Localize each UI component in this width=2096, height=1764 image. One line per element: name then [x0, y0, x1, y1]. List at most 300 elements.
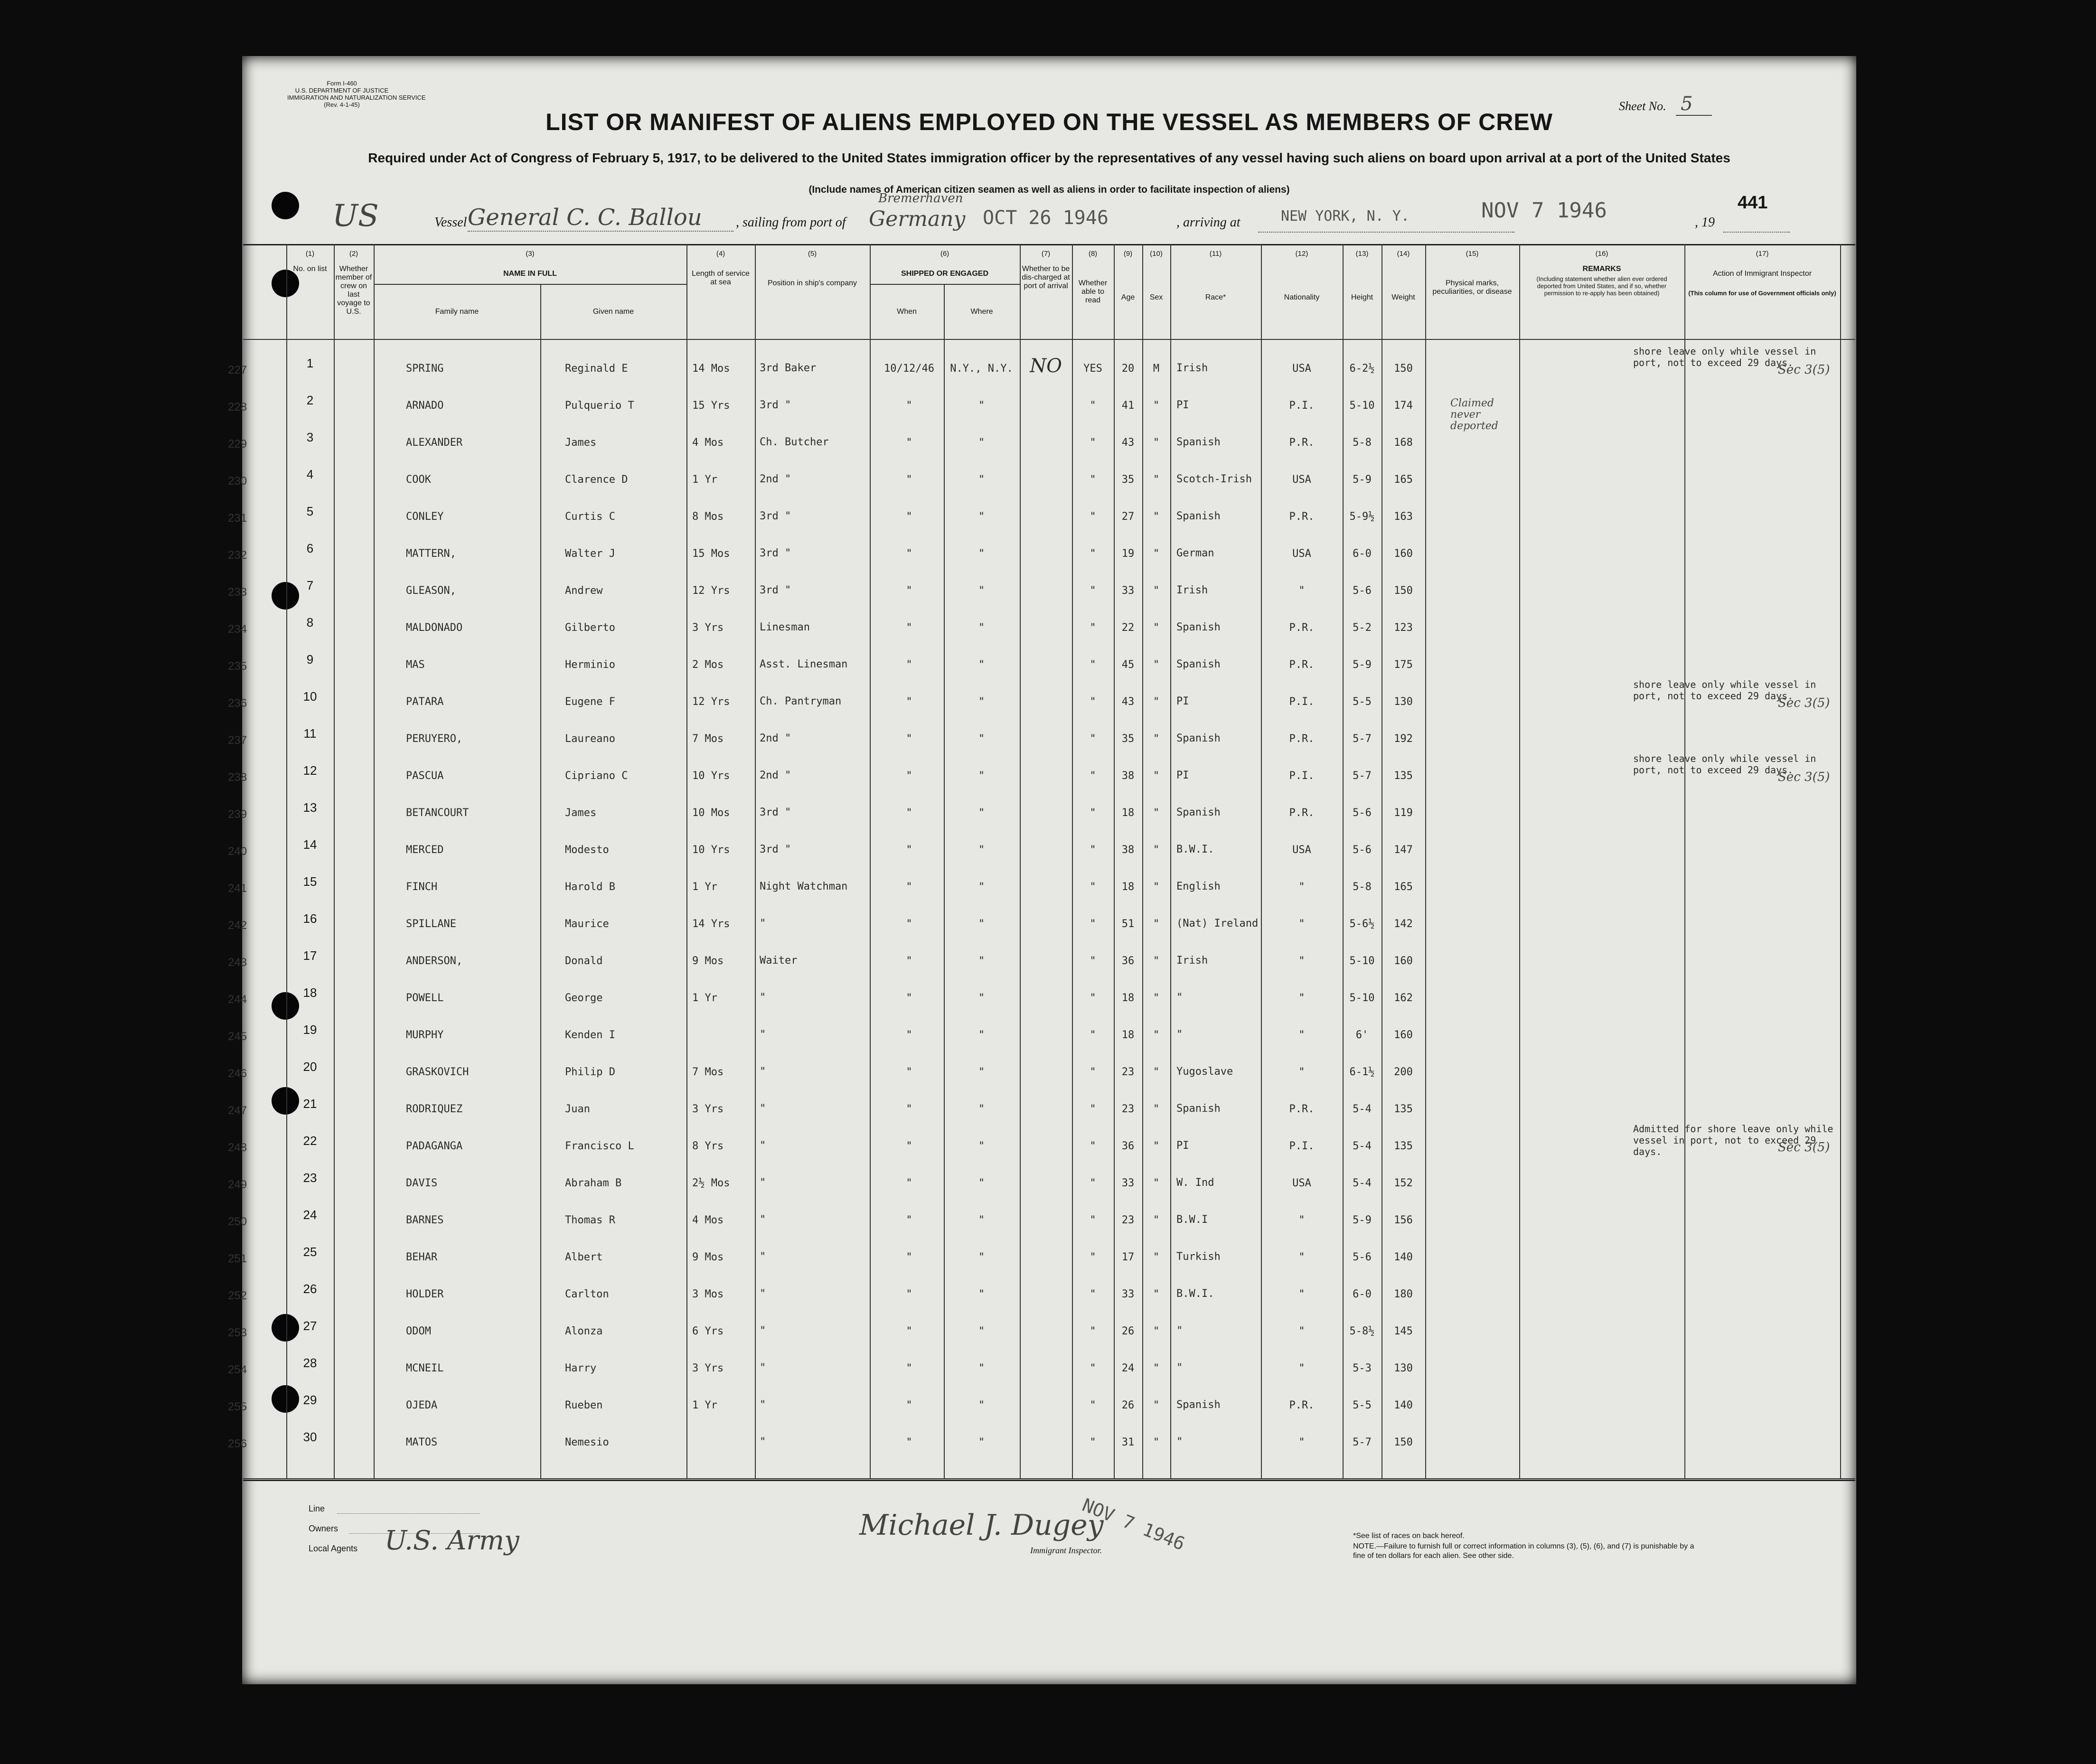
cell-height: 5-4 — [1353, 1140, 1372, 1152]
cell-read: YES — [1083, 363, 1102, 375]
col-num: (4) — [716, 250, 725, 258]
cell-nat: " — [1298, 1214, 1305, 1226]
cell-given: Eugene F — [565, 696, 615, 708]
cell-race: Irish — [1176, 362, 1208, 374]
cell-family: BARNES — [406, 1214, 444, 1226]
col-divider — [870, 244, 871, 1478]
cell-sex: " — [1153, 1029, 1160, 1041]
header-when: When — [897, 308, 917, 316]
row-number: 27 — [303, 1319, 317, 1333]
cell-nat: USA — [1292, 474, 1311, 486]
cell-race: Spanish — [1176, 658, 1221, 670]
cell-position: " — [760, 1140, 766, 1152]
cell-length: 4 Mos — [692, 1214, 724, 1226]
cell-race: PI — [1176, 769, 1189, 781]
cell-nat: P.R. — [1289, 733, 1315, 745]
cell-position: 3rd " — [760, 584, 791, 596]
cell-where: " — [978, 1325, 985, 1337]
cell-where: " — [978, 770, 985, 782]
sheet-number-value: 5 — [1676, 93, 1711, 116]
cell-height: 5-7 — [1353, 1436, 1372, 1448]
header-where: Where — [970, 308, 993, 316]
cell-weight: 174 — [1394, 400, 1413, 412]
cell-height: 5-5 — [1353, 1399, 1372, 1411]
arriving-label: , arriving at — [1176, 215, 1241, 230]
cell-position: 3rd " — [760, 844, 791, 855]
cell-weight: 162 — [1394, 992, 1413, 1004]
cell-family: PASCUA — [406, 770, 444, 782]
cell-read: " — [1090, 1436, 1096, 1448]
cell-length: 12 Yrs — [692, 696, 730, 708]
cell-nat: " — [1298, 1251, 1305, 1263]
sequence-number: 249 — [228, 1178, 247, 1191]
row-number: 30 — [303, 1430, 317, 1444]
sequence-number: 250 — [228, 1215, 247, 1228]
arrival-port-stamp: NEW YORK, N. Y. — [1281, 208, 1410, 225]
row-number: 20 — [303, 1060, 317, 1074]
cell-given: Pulquerio T — [565, 400, 634, 412]
sequence-number: 252 — [228, 1289, 247, 1302]
cell-position: " — [760, 1436, 766, 1448]
department-name: U.S. DEPARTMENT OF JUSTICE — [295, 87, 389, 94]
cell-nat: " — [1298, 1362, 1305, 1374]
cell-nat: " — [1298, 1288, 1305, 1300]
cell-height: 5-8½ — [1349, 1325, 1375, 1337]
cell-race: Spanish — [1176, 1399, 1221, 1411]
col-num: (17) — [1756, 250, 1769, 258]
sequence-number: 248 — [228, 1141, 247, 1154]
cell-read: " — [1090, 1362, 1096, 1374]
col-divider — [686, 244, 687, 1478]
cell-where: " — [978, 992, 985, 1004]
row-number: 25 — [303, 1245, 317, 1259]
header-race: Race* — [1205, 293, 1226, 301]
header-nationality: Nationality — [1284, 293, 1320, 301]
cell-given: Francisco L — [565, 1140, 634, 1152]
cell-when: " — [906, 807, 912, 819]
cell-age: 18 — [1121, 992, 1135, 1004]
cell-nat: P.R. — [1289, 1399, 1315, 1411]
cell-when: " — [906, 1140, 912, 1152]
cell-age: 33 — [1121, 1288, 1135, 1300]
cell-race: Irish — [1176, 584, 1208, 596]
cell-age: 23 — [1121, 1066, 1135, 1078]
cell-sex: " — [1153, 474, 1160, 486]
cell-length: 14 Yrs — [692, 918, 730, 930]
cell-position: " — [760, 992, 766, 1004]
cell-height: 5-10 — [1349, 992, 1375, 1004]
page-subtitle: Required under Act of Congress of February 5, 1917, to be delivered to the United States immigration officer by the representatives of any vessel having such aliens on board upon arrival at a port of the United States — [368, 150, 1730, 165]
header-remarks: REMARKS — [1582, 265, 1621, 273]
cell-given: Rueben — [565, 1399, 603, 1411]
cell-height: 5-4 — [1353, 1103, 1372, 1115]
cell-sex: " — [1153, 622, 1160, 634]
cell-length: 3 Yrs — [692, 622, 724, 634]
cell-where: " — [978, 1436, 985, 1448]
header-given-name: Given name — [592, 308, 634, 316]
cell-sex: " — [1153, 1251, 1160, 1263]
row-number: 10 — [303, 689, 317, 704]
cell-read: " — [1090, 1177, 1096, 1189]
sequence-number: 233 — [228, 586, 247, 599]
cell-length: 10 Yrs — [692, 844, 730, 856]
cell-sex: " — [1153, 992, 1160, 1004]
header-physical-marks: Physical marks, peculiarities, or disease — [1432, 279, 1512, 296]
cell-position: " — [760, 1029, 766, 1041]
header-no-on-list: No. on list — [293, 265, 327, 273]
row-number: 9 — [306, 652, 314, 666]
cell-length: 2 Mos — [692, 659, 724, 671]
row-number: 24 — [303, 1208, 317, 1222]
cell-race: Spanish — [1176, 1103, 1221, 1115]
cell-age: 51 — [1121, 918, 1135, 930]
sequence-number: 240 — [228, 845, 247, 858]
cell-given: Harry — [565, 1362, 597, 1374]
cell-sex: M — [1153, 363, 1160, 375]
cell-race: " — [1176, 1029, 1183, 1041]
cell-age: 18 — [1121, 881, 1135, 893]
cell-given: George — [565, 992, 603, 1004]
cell-age: 19 — [1121, 548, 1135, 560]
cell-length: 1 Yr — [692, 474, 717, 486]
cell-sex: " — [1153, 770, 1160, 782]
cell-sex: " — [1153, 548, 1160, 560]
cell-weight: 145 — [1394, 1325, 1413, 1337]
sequence-number: 254 — [228, 1363, 247, 1376]
cell-given: Nemesio — [565, 1436, 609, 1448]
cell-height: 6-0 — [1353, 1288, 1372, 1300]
cell-sex: " — [1153, 511, 1160, 523]
col-num: (15) — [1466, 250, 1479, 258]
cell-height: 5-10 — [1349, 955, 1375, 967]
cell-when: " — [906, 1029, 912, 1041]
cell-given: Albert — [565, 1251, 603, 1263]
cell-length: 3 Yrs — [692, 1362, 724, 1374]
cell-weight: 168 — [1394, 437, 1413, 449]
cell-where: " — [978, 1288, 985, 1300]
cell-where: " — [978, 807, 985, 819]
cell-length: 8 Mos — [692, 511, 724, 523]
cell-where: " — [978, 1214, 985, 1226]
header-action-sub: (This column for use of Government officials only) — [1688, 290, 1836, 297]
cell-read: " — [1090, 1103, 1096, 1115]
cell-given: Abraham B — [565, 1177, 622, 1189]
header-age: Age — [1121, 293, 1135, 301]
cell-nat: P.R. — [1289, 437, 1315, 449]
physical-note: Claimed never deported — [1450, 397, 1498, 432]
cell-given: Carlton — [565, 1288, 609, 1300]
subheader-rule — [374, 284, 686, 285]
cell-weight: 165 — [1394, 881, 1413, 893]
cell-where: " — [978, 474, 985, 486]
cell-nat: P.I. — [1289, 400, 1315, 412]
cell-read: " — [1090, 548, 1096, 560]
row-number: 16 — [303, 911, 317, 926]
row-number: 23 — [303, 1171, 317, 1185]
cell-when: " — [906, 400, 912, 412]
col-divider — [1519, 244, 1520, 1478]
remark-text: shore leave only while vessel in port, not to exceed 29 days. — [1633, 679, 1816, 702]
header-remarks-sub: (Including statement whether alien ever ordered deported from United States, and if so, whether permission to re-apply has been obtained) — [1536, 275, 1667, 297]
cell-height: 5-9 — [1353, 1214, 1372, 1226]
cell-length: 9 Mos — [692, 955, 724, 967]
cell-when: " — [906, 511, 912, 523]
cell-given: Alonza — [565, 1325, 603, 1337]
cell-position: " — [760, 1214, 766, 1226]
revision-date: (Rev. 4-1-45) — [324, 101, 360, 108]
cell-where: " — [978, 659, 985, 671]
cell-height: 5-10 — [1349, 400, 1375, 412]
col-num: (8) — [1088, 250, 1098, 258]
cell-when: " — [906, 1251, 912, 1263]
col-num: (14) — [1397, 250, 1410, 258]
arrival-line — [1258, 232, 1514, 233]
col-num: (11) — [1209, 250, 1222, 258]
cell-sex: " — [1153, 1177, 1160, 1189]
arrival-date-stamp: NOV 7 1946 — [1481, 198, 1607, 223]
cell-nat: P.R. — [1289, 1103, 1315, 1115]
cell-race: Irish — [1176, 955, 1208, 966]
cell-read: " — [1090, 696, 1096, 708]
punch-hole — [272, 192, 299, 219]
row-number: 7 — [306, 578, 314, 592]
sequence-number: 229 — [228, 438, 247, 450]
country-prefix: US — [332, 198, 379, 234]
cell-read: " — [1090, 992, 1096, 1004]
cell-position: 3rd " — [760, 510, 791, 522]
subheader-rule — [870, 284, 1020, 285]
cell-race: W. Ind — [1176, 1177, 1214, 1189]
cell-height: 5-6 — [1353, 1251, 1372, 1263]
cell-where: " — [978, 733, 985, 745]
sheet-label: Sheet No. — [1619, 99, 1666, 113]
cell-height: 5-5 — [1353, 696, 1372, 708]
cell-age: 33 — [1121, 1177, 1135, 1189]
cell-height: 5-7 — [1353, 733, 1372, 745]
cell-when: " — [906, 1288, 912, 1300]
cell-when: " — [906, 1103, 912, 1115]
cell-weight: 150 — [1394, 1436, 1413, 1448]
cell-sex: " — [1153, 1140, 1160, 1152]
cell-read: " — [1090, 770, 1096, 782]
cell-race: Scotch-Irish — [1176, 473, 1252, 485]
cell-weight: 119 — [1394, 807, 1413, 819]
col-divider — [540, 284, 541, 1478]
cell-position: Ch. Pantryman — [760, 695, 842, 707]
cell-where: " — [978, 1140, 985, 1152]
col-num: (3) — [526, 250, 535, 258]
col-num: (6) — [940, 250, 949, 258]
cell-position: 2nd " — [760, 732, 791, 744]
cell-position: 3rd " — [760, 547, 791, 559]
cell-read: " — [1090, 1288, 1096, 1300]
header-shipped-engaged: SHIPPED OR ENGAGED — [901, 270, 989, 278]
row-number: 15 — [303, 874, 317, 889]
cell-family: MURPHY — [406, 1029, 444, 1041]
cell-family: MAS — [406, 659, 425, 671]
row-number: 6 — [306, 541, 314, 555]
cell-race: Spanish — [1176, 732, 1221, 744]
sequence-number: 230 — [228, 475, 247, 488]
sequence-number: 239 — [228, 808, 247, 821]
cell-given: Andrew — [565, 585, 603, 597]
manifest-sheet — [228, 56, 1856, 1684]
cell-height: 5-7 — [1353, 770, 1372, 782]
cell-weight: 165 — [1394, 474, 1413, 486]
cell-height: 6' — [1355, 1029, 1369, 1041]
cell-where: " — [978, 844, 985, 856]
cell-where: " — [978, 400, 985, 412]
cell-weight: 123 — [1394, 622, 1413, 634]
cell-nat: " — [1298, 1325, 1305, 1337]
cell-position: " — [760, 1399, 766, 1411]
cell-nat: USA — [1292, 548, 1311, 560]
header-discharged: Whether to be dis-charged at port of arrival — [1022, 265, 1070, 290]
cell-race: PI — [1176, 399, 1189, 411]
cell-race: B.W.I. — [1176, 1288, 1214, 1300]
cell-given: Herminio — [565, 659, 615, 671]
cell-nat: " — [1298, 918, 1305, 930]
cell-sex: " — [1153, 1214, 1160, 1226]
cell-nat: " — [1298, 881, 1305, 893]
cell-sex: " — [1153, 807, 1160, 819]
cell-where: " — [978, 918, 985, 930]
cell-race: B.W.I. — [1176, 844, 1214, 855]
cell-nat: P.R. — [1289, 622, 1315, 634]
cell-when: " — [906, 585, 912, 597]
departure-port-top: Bremerhaven — [878, 191, 963, 206]
cell-position: Linesman — [760, 621, 810, 633]
row-number: 14 — [303, 837, 317, 852]
sequence-number: 227 — [228, 364, 247, 376]
cell-weight: 135 — [1394, 1103, 1413, 1115]
remark-handwritten-code: Sec 3(5) — [1778, 770, 1830, 784]
cell-family: SPRING — [406, 363, 444, 375]
form-identifier — [287, 80, 426, 108]
cell-height: 5-8 — [1353, 881, 1372, 893]
row-number: 5 — [306, 504, 314, 518]
sequence-number: 247 — [228, 1104, 247, 1117]
cell-length: 14 Mos — [692, 363, 730, 375]
remark-text: Admitted for shore leave only while vessel in port, not to exceed 29 days. — [1633, 1123, 1833, 1157]
cell-when: " — [906, 918, 912, 930]
cell-when: " — [906, 992, 912, 1004]
cell-family: DAVIS — [406, 1177, 438, 1189]
cell-when: " — [906, 659, 912, 671]
cell-race: Yugoslave — [1176, 1066, 1233, 1078]
cell-read: " — [1090, 1066, 1096, 1078]
cell-age: 36 — [1121, 1140, 1135, 1152]
cell-age: 45 — [1121, 659, 1135, 671]
cell-family: MERCED — [406, 844, 444, 856]
cell-nat: P.I. — [1289, 696, 1315, 708]
cell-family: ANDERSON, — [406, 955, 463, 967]
vessel-label: Vessel — [434, 215, 467, 230]
cell-given: Donald — [565, 955, 603, 967]
cell-where: " — [978, 1066, 985, 1078]
cell-age: 18 — [1121, 807, 1135, 819]
cell-given: Kenden I — [565, 1029, 615, 1041]
col-divider — [1840, 244, 1841, 1478]
cell-position: Night Watchman — [760, 881, 848, 892]
header-weight: Weight — [1391, 293, 1415, 301]
vessel-name: General C. C. Ballou — [468, 204, 733, 232]
col-num: (1) — [305, 250, 315, 258]
cell-age: 33 — [1121, 585, 1135, 597]
cell-family: PATARA — [406, 696, 444, 708]
col-num: (2) — [349, 250, 358, 258]
cell-height: 5-6 — [1353, 807, 1372, 819]
col-num: (9) — [1123, 250, 1133, 258]
cell-height: 5-6½ — [1349, 918, 1375, 930]
cell-position: " — [760, 1066, 766, 1078]
cell-sex: " — [1153, 659, 1160, 671]
cell-weight: 156 — [1394, 1214, 1413, 1226]
footer-note-races: *See list of races on back hereof. — [1353, 1532, 1465, 1540]
row-number: 29 — [303, 1393, 317, 1407]
cell-when: " — [906, 548, 912, 560]
cell-when: " — [906, 770, 912, 782]
cell-length: 3 Yrs — [692, 1103, 724, 1115]
cell-length: 15 Mos — [692, 548, 730, 560]
cell-race: German — [1176, 547, 1214, 559]
footer-line-blank — [337, 1513, 479, 1514]
sequence-number: 238 — [228, 771, 247, 784]
col-divider — [1425, 244, 1426, 1478]
cell-where: " — [978, 1029, 985, 1041]
cell-given: James — [565, 807, 597, 819]
year-line — [1723, 232, 1790, 233]
cell-where: " — [978, 881, 985, 893]
cell-when: " — [906, 474, 912, 486]
cell-family: MALDONADO — [406, 622, 463, 634]
cell-family: RODRIQUEZ — [406, 1103, 463, 1115]
sequence-number: 244 — [228, 993, 247, 1006]
remark-text: shore leave only while vessel in port, not to exceed 29 days. — [1633, 346, 1816, 368]
cell-read: " — [1090, 918, 1096, 930]
cell-length: 15 Yrs — [692, 400, 730, 412]
cell-when: " — [906, 1325, 912, 1337]
cell-when: " — [906, 844, 912, 856]
cell-height: 5-6 — [1353, 844, 1372, 856]
cell-family: FINCH — [406, 881, 438, 893]
cell-weight: 135 — [1394, 770, 1413, 782]
cell-where: " — [978, 548, 985, 560]
footer-agents-signature: U.S. Army — [385, 1525, 519, 1556]
cell-read: " — [1090, 1325, 1096, 1337]
inspector-signature: Michael J. Dugey — [859, 1509, 1104, 1542]
cell-nat: USA — [1292, 363, 1311, 375]
table-bottom-rule — [243, 1478, 1855, 1479]
cell-race: Spanish — [1176, 436, 1221, 448]
cell-weight: 160 — [1394, 1029, 1413, 1041]
sequence-number: 256 — [228, 1437, 247, 1450]
cell-height: 5-6 — [1353, 585, 1372, 597]
cell-nat: P.R. — [1289, 807, 1315, 819]
sailing-label: , sailing from port of — [736, 215, 846, 230]
row-number: 4 — [306, 467, 314, 481]
cell-weight: 192 — [1394, 733, 1413, 745]
header-family-name: Family name — [435, 308, 479, 316]
cell-nat: " — [1298, 1436, 1305, 1448]
col-divider — [755, 244, 756, 1478]
col-divider — [374, 244, 375, 1478]
cell-family: CONLEY — [406, 511, 444, 523]
cell-position: " — [760, 1177, 766, 1189]
row-number: 22 — [303, 1134, 317, 1148]
cell-height: 6-0 — [1353, 548, 1372, 560]
col-num: (7) — [1041, 250, 1051, 258]
